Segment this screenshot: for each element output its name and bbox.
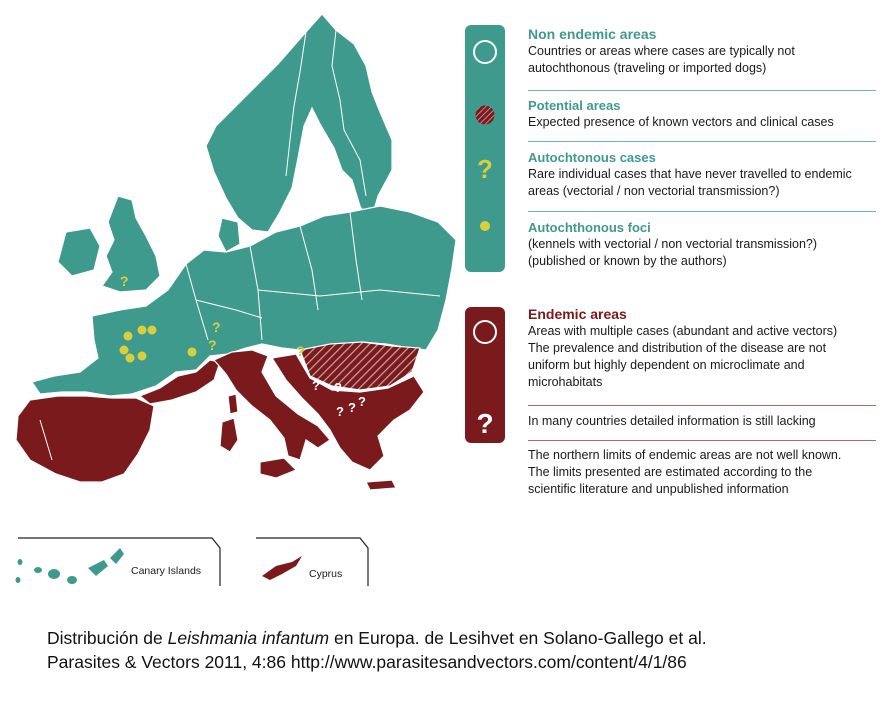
region-endemic-crete bbox=[366, 480, 396, 490]
region-endemic-sicily bbox=[260, 458, 296, 478]
region-endemic-sardinia bbox=[220, 418, 238, 452]
circle-outline-icon bbox=[474, 41, 496, 63]
legend-northern-limits-desc1: The northern limits of endemic areas are not well known. bbox=[528, 448, 842, 462]
region-endemic-corsica bbox=[228, 394, 238, 414]
legend-divider bbox=[528, 211, 876, 212]
legend-autochthonous-cases-desc1: Rare individual cases that have never travelled to endemic bbox=[528, 167, 852, 181]
legend-divider bbox=[528, 90, 876, 91]
legend-autochthonous-foci bbox=[528, 219, 883, 270]
legend-potential-desc1: Expected presence of known vectors and clinical cases bbox=[528, 115, 834, 129]
caption-line-2: Parasites & Vectors 2011, 4:86 http://www.parasitesandvectors.com/content/4/1/86 bbox=[47, 652, 687, 672]
legend-endemic-desc2: The prevalence and distribution of the disease are not bbox=[528, 341, 827, 355]
legend-endemic bbox=[528, 306, 883, 391]
legend-lacking bbox=[528, 413, 883, 430]
svg-text:?: ? bbox=[208, 337, 217, 353]
caption-line-1: Distribución de Leishmania infantum en Europa. de Lesihvet en Solano-Gallego et al. bbox=[47, 628, 707, 648]
legend-divider bbox=[528, 141, 876, 142]
cyprus-label: Cyprus bbox=[309, 568, 343, 580]
legend-autochthonous-foci-title: Autochthonous foci bbox=[528, 220, 651, 235]
cyprus-shape bbox=[262, 556, 302, 580]
white-question-icon: ? bbox=[476, 408, 494, 439]
legend-divider bbox=[528, 440, 876, 441]
svg-text:?: ? bbox=[348, 400, 356, 415]
svg-text:?: ? bbox=[296, 343, 305, 359]
legend-potential-title: Potential areas bbox=[528, 98, 621, 113]
region-great-britain bbox=[102, 196, 160, 292]
svg-text:?: ? bbox=[312, 378, 320, 393]
legend-autochthonous-foci-desc2: (published or known by the authors) bbox=[528, 254, 727, 268]
legend-lacking-desc1: In many countries detailed information is still lacking bbox=[528, 414, 816, 428]
legend-potential bbox=[528, 97, 883, 131]
region-denmark bbox=[218, 218, 240, 252]
svg-text:?: ? bbox=[212, 319, 221, 335]
legend-northern-limits-desc2: The limits presented are estimated according to the bbox=[528, 465, 813, 479]
figure-caption bbox=[47, 626, 887, 674]
legend-divider bbox=[528, 405, 876, 406]
yellow-dot-icon bbox=[480, 221, 490, 231]
legend-autochthonous-cases-title: Autochtonous cases bbox=[528, 150, 656, 165]
legend-endemic-desc4: microhabitats bbox=[528, 375, 603, 389]
legend-non-endemic-desc1: Countries or areas where cases are typically not bbox=[528, 44, 795, 58]
canary-islands-label: Canary Islands bbox=[131, 565, 202, 577]
legend-endemic-desc1: Areas with multiple cases (abundant and active vectors) bbox=[528, 324, 838, 338]
region-scandinavia bbox=[206, 14, 392, 232]
non-endemic-legend-symbols bbox=[465, 25, 505, 272]
canary-islands-shapes bbox=[16, 548, 125, 584]
svg-text:?: ? bbox=[336, 404, 344, 419]
region-endemic-iberia bbox=[16, 396, 154, 482]
legend-non-endemic-desc2: autochthonous (traveling or imported dogs) bbox=[528, 61, 767, 75]
region-ireland bbox=[58, 228, 100, 276]
hatched-circle-icon bbox=[476, 106, 495, 125]
legend-northern-limits bbox=[528, 447, 883, 498]
svg-text:?: ? bbox=[334, 380, 342, 395]
legend-autochthonous-foci-desc1: (kennels with vectorial / non vectorial transmission?) bbox=[528, 237, 818, 251]
svg-text:?: ? bbox=[358, 394, 366, 409]
legend-northern-limits-desc3: scientific literature and unpublished information bbox=[528, 482, 789, 496]
canary-inset-frame bbox=[18, 538, 220, 586]
svg-text:?: ? bbox=[120, 273, 129, 289]
legend-non-endemic bbox=[528, 26, 883, 77]
europe-map bbox=[0, 0, 470, 600]
yellow-question-icon: ? bbox=[477, 154, 493, 184]
endemic-legend-symbols bbox=[465, 307, 505, 443]
legend-endemic-title: Endemic areas bbox=[528, 306, 627, 322]
circle-outline-icon bbox=[474, 321, 496, 343]
legend-autochthonous-cases bbox=[528, 149, 883, 200]
legend-non-endemic-title: Non endemic areas bbox=[528, 26, 657, 42]
legend-autochthonous-cases-desc2: areas (vectorial / non vectorial transmission?) bbox=[528, 184, 780, 198]
caption-species-name: Leishmania infantum bbox=[167, 628, 330, 648]
legend-endemic-desc3: uniform but highly dependent on microclimate and bbox=[528, 358, 805, 372]
